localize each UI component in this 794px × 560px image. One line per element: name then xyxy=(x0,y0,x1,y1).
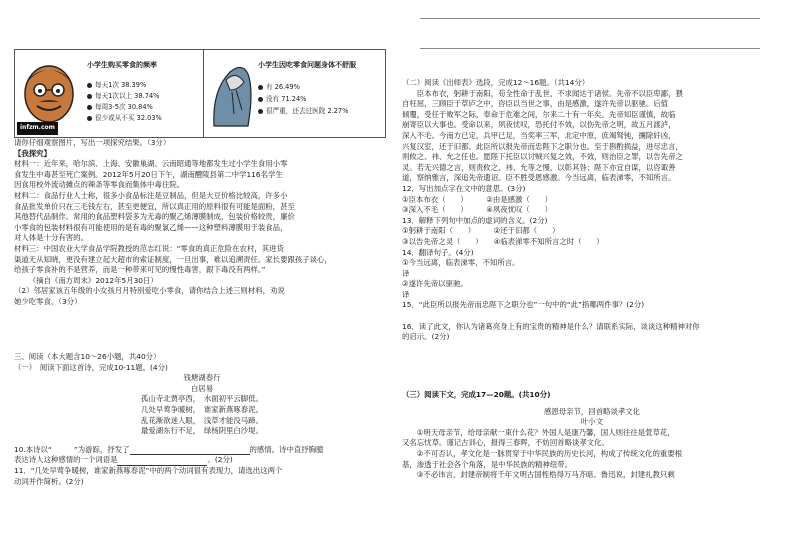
material-block xyxy=(14,138,390,308)
question-13-items: ③以告先帝之灵（ ） ④临表涕零不知所言之时（ ） xyxy=(402,236,604,246)
essay-line: ②不可否认，孝文化是一脉贯穿于中华民族的历史长河，构成了传统文化的重要根 xyxy=(416,448,683,458)
question-12: 12．写出加点字在文中的意思。(3分) xyxy=(402,183,526,193)
question-text: （2）邻居家该五年级的小女孩月月特别爱吃小零食，请你结合上述三则材料，劝说 xyxy=(14,286,285,296)
part-heading: （一） 阅读下面这首诗，完成10-11题。(4分) xyxy=(14,362,168,372)
answer-blank[interactable] xyxy=(130,446,250,455)
stat-item: 每天1次以上 38.74% xyxy=(87,91,159,101)
question-11-cont: 动词并作简析。(2分) xyxy=(14,476,84,486)
material-line: 食发生中毒甚至死亡案例。2012年5月20日下午，湖南醴陵县第二中学116名学生 xyxy=(14,169,283,179)
poem-line: 几处早莺争暖树， 谁家新燕啄春泥。 xyxy=(141,404,263,414)
stat-item: 很严重，还去过医院 2.27% xyxy=(258,106,348,116)
translate-label: 译 xyxy=(402,289,410,299)
passage-line: 臣本布衣，躬耕于南阳，苟全性命于乱世，不求闻达于诸侯。先帝不以臣卑鄙，猥 xyxy=(416,88,683,98)
poem-author: 白居易 xyxy=(190,383,214,393)
material-line: 小零食的包装材料很有可能使用的是有毒的聚氯乙烯——这种塑料薄膜用于装食品， xyxy=(14,222,288,232)
classical-section xyxy=(402,78,782,343)
question-text: 她少吃零食。（3分） xyxy=(14,296,82,306)
question-10-cont: 表达诗人这种感情的一个词语是 。(2分) xyxy=(14,455,233,465)
question-14-item: ②遂许先帝以驱驰。 xyxy=(402,279,468,289)
passage-line: 倾覆，受任于败军之际，奉命于危难之间，尔来二十有一年矣。先帝知臣谨慎，故临 xyxy=(402,109,676,119)
passage-line: 崩寄臣以大事也。受命以来，夙夜忧叹，恐托付不效，以伤先帝之明，故五月渡泸， xyxy=(402,120,676,130)
stat-item: 每周3-5次 30.84% xyxy=(87,102,153,112)
figure-left-panel xyxy=(15,50,204,137)
part-heading: （二）阅读《出师表》选段，完成12～16题。（共14分） xyxy=(402,78,590,87)
poem-line: 乱花渐欲迷人眼， 浅草才能没马蹄。 xyxy=(141,415,263,425)
poem-line: 最爱湖东行不足， 绿杨阴里白沙堤。 xyxy=(141,426,263,436)
material-line: 渠道无从知晓，更没有建立起大超市的索证制度，一旦出事，难以追溯责任。家长要跟孩子谈心， xyxy=(14,254,332,264)
essay-line: 基，渗透于社会各个角落，是中华民族的精神纽带。 xyxy=(402,459,572,469)
section-heading: 三、阅读（本大题含10～26小题，共40分） xyxy=(14,352,161,361)
sick-child-icon xyxy=(208,60,256,130)
passage-line: 灵。若无兴德之言，则责攸之、祎、允等之慢，以彰其咎；陛下亦宜自谋，以咨诹善 xyxy=(402,162,676,172)
essay-line: ③不必讳言，封建帝制将千年文明古国桎梏得万马齐暗。鲁迅说，封建礼教只剩 xyxy=(416,470,675,480)
stat-item: 没有 71.24% xyxy=(258,94,306,104)
answer-space xyxy=(402,311,782,322)
translate-label: 译 xyxy=(402,268,410,278)
question-11: 11．“几处早莺争暖树，谁家新燕啄春泥”中的两个动词很有表现力，请选出这两个 xyxy=(14,465,283,475)
passage-line: 深入不毛。今南方已定，兵甲已足，当奖率三军，北定中原，庶竭驽钝，攘除奸凶， xyxy=(402,130,676,140)
stat-item: 有 26.49% xyxy=(258,82,300,92)
material-line: 材料二：食品行业人士称，很多小食品标注是豆制品，但是大豆价格比较高，许多小 xyxy=(14,190,288,200)
question-14-item: ①今当远离，临表涕零，不知所言。 xyxy=(402,258,520,268)
passage-line: 则攸之、祎、允之任也。愿陛下托臣以讨贼兴复之效，不效，则治臣之罪，以告先帝之 xyxy=(402,152,683,162)
right-figure-title: 小学生因吃零食问题身体不舒服 xyxy=(258,61,356,69)
essay-title: 感恩母亲节，回首略谈孝文化 xyxy=(543,406,641,416)
poem-line: 孤山寺北贾亭西， 水面初平云脚低。 xyxy=(141,394,263,404)
modern-reading-section xyxy=(402,390,782,481)
essay-author: 叶小文 xyxy=(580,417,604,427)
material-line: 材料三：中国农业大学食品学院教授的范志红说：“零食的真正危险在农村，其进货 xyxy=(14,243,284,253)
section-heading: 【我探究】 xyxy=(14,148,51,158)
stat-item: 很少或从不买 32.03% xyxy=(87,113,162,123)
question-13: 13．解释下列句中加点的虚词的含义。(2分) xyxy=(402,215,548,225)
poem-title: 钱塘湖春行 xyxy=(183,373,221,383)
question-text: 请你仔细观察图片，写出一项探究结果。（3分） xyxy=(14,138,171,147)
material-line: 对人体是十分有害的。 xyxy=(14,233,88,243)
material-line: 食品批发单价只在三毛钱左右，甚至更便宜，所以真正用的原料很有可能是面粉，甚至 xyxy=(14,201,295,211)
passage-line: 兴复汉室，还于旧都。此臣所以报先帝而忠陛下之职分也。至于斟酌损益，进尽忠言， xyxy=(402,141,683,151)
source-note: （摘自《南方周末》2012年5月30日） xyxy=(28,275,158,285)
essay-line: ①明天母亲节，给母亲献一束什么花？外国人是康乃馨，国人则往往是萱草花， xyxy=(416,427,675,437)
question-12-items: ③深入不毛（ ） ④夙夜忧叹（ ） xyxy=(402,205,552,215)
reading-section xyxy=(14,352,390,487)
material-line: 因食用校外流动摊点的辣条等零食而集体中毒住院。 xyxy=(14,180,184,190)
material-line: 给孩子零食补的不是营养，而是一种带来可见的慢性毒害，跟下毒没有两样。” xyxy=(14,265,266,275)
question-16-cont: 的启示。(2分) xyxy=(402,332,450,342)
question-13-items: ①躬耕于南阳（ ） ②还于旧都（ ） xyxy=(402,226,560,236)
question-12-items: ①臣本布衣（ ） ②由是感激（ ） xyxy=(402,194,552,204)
question-14: 14．翻译句子。(4分) xyxy=(402,247,474,257)
essay-line: 又名忘忧草。谨记古训心，报得三春晖，不妨回首略谈孝文化。 xyxy=(402,438,609,448)
answer-blank[interactable] xyxy=(117,457,207,466)
cartoon-face-icon xyxy=(19,56,79,126)
stat-item: 每天1次 38.39% xyxy=(87,80,146,90)
material-line: 其他替代品制作。常用的食品塑料袋多为无毒的聚乙烯薄膜制成，包装价格较贵，廉价 xyxy=(14,212,295,222)
part-heading: （三）阅读下文，完成17—20题。(共10分) xyxy=(402,390,551,399)
question-16: 16．读了此文，你认为诸葛亮身上有的宝贵的精神是什么？请联系实际，谈谈这种精神对你 xyxy=(402,321,700,331)
figure-right-panel xyxy=(204,50,385,137)
question-15: 15．“此臣所以报先帝而忠陛下之职分也”一句中的“此”指哪两件事？(2分) xyxy=(402,300,645,310)
survey-figure xyxy=(14,49,386,138)
left-figure-title: 小学生购买零食的频率 xyxy=(87,61,157,69)
question-10: 10.本诗以“ ”为游踪，抒发了 的感情。诗中直抒胸臆 xyxy=(14,444,324,454)
passage-line: 自枉屈，三顾臣于草庐之中，咨臣以当世之事，由是感激，遂许先帝以驱驰。后值 xyxy=(402,99,669,109)
infzm-logo: infzm.com xyxy=(17,122,58,135)
passage-line: 道，察纳雅言，深追先帝遗诏。臣不胜受恩感激。今当远离，临表涕零，不知所言。 xyxy=(402,173,676,183)
material-line: 材料一：近年来，哈尔滨、上海、安徽巢湖、云南昭通等地都发生过小学生食用小零 xyxy=(14,159,288,169)
